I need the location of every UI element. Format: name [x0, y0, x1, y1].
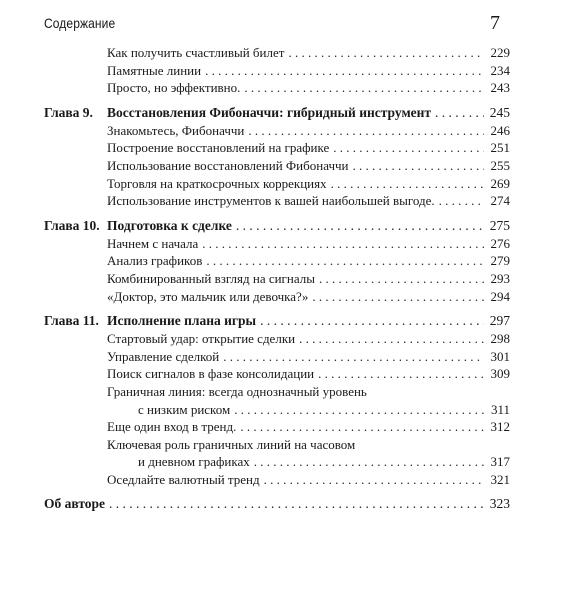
- toc-item: [44, 330, 510, 348]
- leader-dots: [319, 270, 484, 288]
- toc-item-page: 298: [490, 331, 510, 347]
- toc-item-title: Памятные линии: [107, 62, 202, 78]
- toc-item: [44, 270, 510, 288]
- toc-item-title: Оседлайте валютный тренд: [107, 471, 260, 487]
- toc-item-continuation: [44, 453, 510, 471]
- toc-item: [44, 139, 510, 157]
- about-author-heading: [44, 494, 510, 513]
- toc-item-title-cont: и дневном графиках: [138, 454, 250, 470]
- toc-item: [44, 252, 510, 270]
- chapter-heading: [44, 103, 510, 122]
- toc-item-title: Знакомьтесь, Фибоначчи: [107, 122, 245, 138]
- toc-item: [44, 79, 510, 97]
- chapter-title: Подготовка к сделке: [107, 217, 232, 233]
- toc-item-title: Просто, но эффективно.: [107, 80, 241, 96]
- toc-item: [44, 235, 510, 253]
- toc-item-title: Ключевая роль граничных линий на часовом: [107, 436, 356, 452]
- toc-item: [44, 157, 510, 175]
- chapter-label: Глава 10.: [44, 217, 100, 233]
- toc-item-page: 317: [490, 454, 510, 470]
- toc-item-page: 246: [490, 122, 510, 138]
- toc-chapter-11: [44, 311, 510, 488]
- toc-item-title: Еще один вход в тренд.: [107, 419, 237, 435]
- toc-item-page: 293: [490, 270, 510, 286]
- leader-dots: [331, 175, 484, 193]
- toc-chapter-10: [44, 216, 510, 305]
- leader-dots: [353, 157, 485, 175]
- toc-item-page: 321: [490, 471, 510, 487]
- leader-dots: [244, 79, 484, 97]
- toc-item: [44, 348, 510, 366]
- toc-item-first-line: [44, 436, 510, 454]
- toc-item: [44, 192, 510, 210]
- toc-item-title: Анализ графиков: [107, 253, 203, 269]
- toc-item-title: Комбинированный взгляд на сигналы: [107, 270, 315, 286]
- toc-item-title: Управление сделкой: [107, 348, 220, 364]
- toc-item: [44, 418, 510, 436]
- toc-item-title: Торговля на краткосрочных коррекциях: [107, 175, 327, 191]
- toc-item-page: 251: [490, 140, 510, 156]
- toc-item-title: Использование восстановлений Фибоначчи: [107, 157, 349, 173]
- chapter-heading: [44, 311, 510, 330]
- leader-dots: [206, 252, 484, 270]
- leader-dots: [223, 348, 484, 366]
- toc-item: [44, 365, 510, 383]
- leader-dots: [439, 192, 484, 210]
- toc-item-title: «Доктор, это мальчик или девочка?»: [107, 288, 309, 304]
- leader-dots: [318, 365, 484, 383]
- toc-item: [44, 44, 510, 62]
- toc-item-page: 301: [490, 348, 510, 364]
- toc-item-page: 255: [490, 157, 510, 173]
- toc-item-page: 274: [490, 193, 510, 209]
- chapter-title: Исполнение плана игры: [107, 313, 257, 329]
- toc-item: [44, 175, 510, 193]
- leader-dots: [288, 44, 484, 62]
- leader-dots: [299, 330, 484, 348]
- toc-item-first-line: [44, 383, 510, 401]
- toc-lead-section: [44, 44, 510, 97]
- toc-item-page: 311: [490, 401, 510, 417]
- leader-dots: [264, 471, 484, 489]
- chapter-page: 275: [489, 217, 510, 233]
- toc-item: [44, 122, 510, 140]
- leader-dots: [109, 494, 484, 513]
- toc-item-page: 269: [490, 175, 510, 191]
- toc-item-title-cont: с низким риском: [138, 401, 231, 417]
- toc-item-page: 279: [490, 253, 510, 269]
- toc-item-title: Использование инструментов к вашей наибольшей выгоде.: [107, 193, 435, 209]
- leader-dots: [236, 216, 484, 235]
- table-of-contents: [44, 44, 510, 519]
- chapter-page: 297: [489, 313, 510, 329]
- chapter-heading: [44, 216, 510, 235]
- leader-dots: [435, 103, 484, 122]
- toc-item: [44, 471, 510, 489]
- toc-item-page: 294: [490, 288, 510, 304]
- leader-dots: [234, 401, 484, 419]
- toc-item-continuation: [44, 401, 510, 419]
- about-author-title: Об авторе: [44, 496, 106, 512]
- toc-chapter-9: [44, 103, 510, 210]
- page-number: 7: [490, 12, 500, 34]
- leader-dots: [333, 139, 484, 157]
- about-author-page: 323: [489, 496, 510, 512]
- toc-item-title: Построение восстановлений на графике: [107, 140, 330, 156]
- toc-item-page: 309: [490, 366, 510, 382]
- leader-dots: [254, 453, 484, 471]
- leader-dots: [240, 418, 484, 436]
- toc-item-page: 276: [490, 235, 510, 251]
- toc-item: [44, 288, 510, 306]
- toc-item-page: 243: [490, 80, 510, 96]
- leader-dots: [205, 62, 484, 80]
- toc-item-title: Стартовый удар: открытие сделки: [107, 331, 296, 347]
- toc-item-title: Начнем с начала: [107, 235, 199, 251]
- toc-item-title: Как получить счастливый билет: [107, 45, 285, 60]
- leader-dots: [260, 311, 484, 330]
- chapter-page: 245: [489, 104, 510, 120]
- toc-item: [44, 62, 510, 80]
- toc-item-page: 312: [490, 419, 510, 435]
- chapter-label: Глава 11.: [44, 313, 99, 329]
- toc-about-author: [44, 494, 510, 513]
- leader-dots: [312, 288, 484, 306]
- toc-item-page: 229: [490, 45, 510, 60]
- running-header-title: Содержание: [44, 15, 116, 31]
- chapter-label: Глава 9.: [44, 104, 93, 120]
- toc-item-title: Поиск сигналов в фазе консолидации: [107, 366, 315, 382]
- leader-dots: [248, 122, 484, 140]
- leader-dots: [202, 235, 484, 253]
- toc-item-page: 234: [490, 62, 510, 78]
- toc-item-title: Граничная линия: всегда однозначный уровень: [107, 383, 367, 399]
- chapter-title: Восстановления Фибоначчи: гибридный инструмент: [107, 104, 432, 120]
